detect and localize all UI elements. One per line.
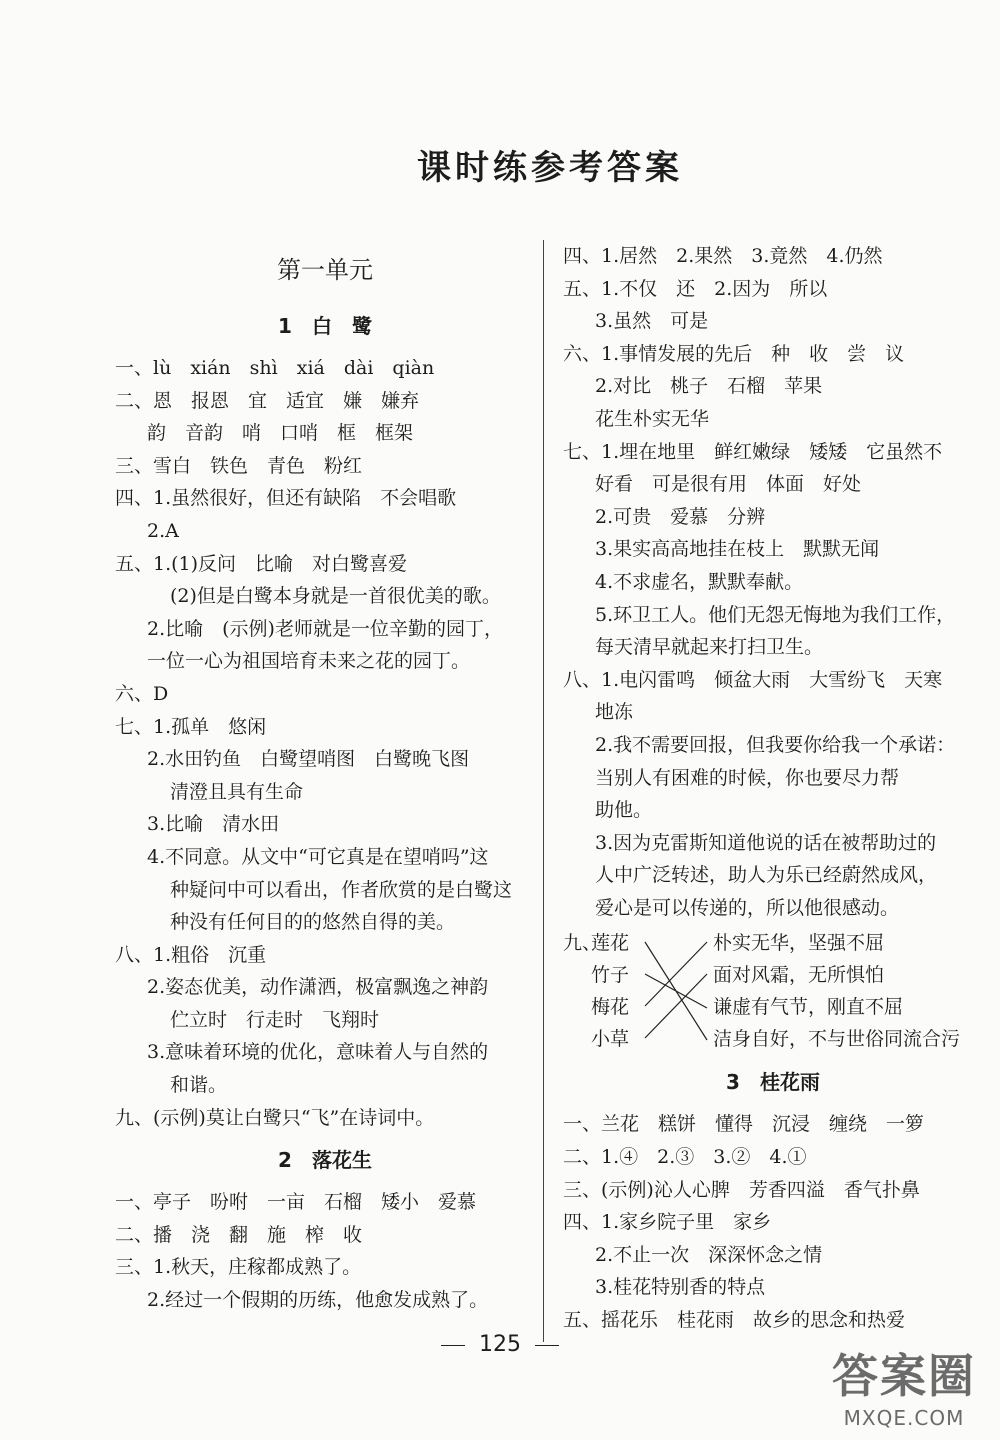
match-lines — [641, 924, 713, 1056]
answer-line: 九、(示例)莫让白鹭只“飞”在诗词中。 — [115, 1106, 435, 1129]
answer-line: 八、1.粗俗 沉重 — [115, 943, 267, 966]
answer-line: 每天清早就起来打扫卫生。 — [595, 636, 824, 659]
match-prefix: 九、 — [563, 932, 602, 955]
answer-line: 3.桂花特别香的特点 — [595, 1276, 766, 1299]
answer-line: 地冻 — [595, 701, 634, 724]
answer-line: 七、1.孤单 悠闲 — [115, 715, 267, 738]
answer-line: 韵 音韵 哨 口哨 框 框架 — [147, 422, 414, 445]
answer-line: 三、雪白 铁色 青色 粉红 — [115, 454, 363, 477]
answer-line: 一、亭子 吩咐 一亩 石榴 矮小 爱慕 — [115, 1191, 477, 1214]
answer-line: 三、(示例)沁人心脾 芳香四溢 香气扑鼻 — [563, 1178, 920, 1201]
answer-line: 一、lù xián shì xiá dài qiàn — [115, 357, 435, 379]
lesson-3-heading: 3 桂花雨 — [726, 1070, 820, 1095]
answer-line: 2.对比 桃子 石榴 苹果 — [595, 375, 823, 398]
answer-line: 五、1.(1)反问 比喻 对白鹭喜爱 — [115, 552, 408, 575]
match-right-item: 谦虚有气节，刚直不屈 — [713, 996, 904, 1019]
answer-line: 3.意味着环境的优化，意味着人与自然的 — [147, 1041, 489, 1064]
match-left-item: 竹子 — [591, 964, 630, 987]
answer-line: 3.比喻 清水田 — [147, 813, 280, 836]
answer-line: 当别人有困难的时候，你也要尽力帮 — [595, 766, 900, 789]
answer-line: 一、兰花 糕饼 懂得 沉浸 缠绕 一箩 — [563, 1113, 925, 1136]
answer-line: 好看 可是很有用 体面 好处 — [595, 473, 862, 496]
answer-line: 人中广泛转述，助人为乐已经蔚然成风， — [595, 864, 938, 887]
answer-line: 助他。 — [595, 799, 653, 822]
answer-line: 5.环卫工人。他们无怨无悔地为我们工作， — [595, 603, 956, 626]
answer-line: 2.可贵 爱慕 分辨 — [595, 505, 766, 528]
page-number-dash — [441, 1345, 465, 1346]
column-divider — [543, 240, 544, 1342]
lesson-1-heading: 1 白 鹭 — [278, 314, 372, 338]
right-column — [563, 240, 983, 1337]
unit-heading: 第一单元 — [277, 256, 373, 284]
answer-line: 二、恩 报恩 宜 适宜 嫌 嫌弃 — [115, 389, 420, 412]
watermark — [832, 1340, 976, 1430]
page-title: 课时练参考答案 — [417, 148, 683, 188]
match-right-item: 洁身自好，不与世俗同流合污 — [713, 1028, 961, 1051]
answer-line: 3.虽然 可是 — [595, 310, 709, 333]
answer-line: 四、1.居然 2.果然 3.竟然 4.仍然 — [563, 245, 883, 267]
answer-line: 2.不止一次 深深怀念之情 — [595, 1243, 823, 1266]
answer-line: 四、1.家乡院子里 家乡 — [563, 1211, 772, 1234]
answer-line: 三、1.秋天，庄稼都成熟了。 — [115, 1256, 362, 1279]
match-left-item: 小草 — [591, 1028, 630, 1051]
answer-line: 清澄且具有生命 — [170, 780, 304, 803]
answer-line: 4.不求虚名，默默奉献。 — [595, 570, 804, 593]
left-column — [115, 240, 535, 1317]
page-number-dash — [535, 1345, 559, 1346]
answer-line: 种疑问中可以看出，作者欣赏的是白鹭这 — [170, 878, 513, 901]
answer-line: 2.A — [147, 519, 179, 542]
answer-line: 五、摇花乐 桂花雨 故乡的思念和热爱 — [563, 1309, 906, 1332]
answer-line: (2)但是白鹭本身就是一首很优美的歌。 — [170, 585, 501, 608]
answer-line: 四、1.虽然很好，但还有缺陷 不会唱歌 — [115, 487, 457, 510]
answer-line: 花生朴实无华 — [595, 407, 710, 430]
answer-line: 爱心是可以传递的，所以他很感动。 — [595, 896, 900, 919]
answer-line: 七、1.埋在地里 鲜红嫩绿 矮矮 它虽然不 — [563, 440, 943, 463]
match-left-item: 莲花 — [591, 932, 630, 955]
match-line — [645, 942, 707, 1006]
answer-line: 2.比喻 (示例)老师就是一位辛勤的园丁， — [147, 617, 503, 640]
answer-line: 2.我不需要回报，但我要你给我一个承诺： — [595, 733, 956, 756]
answer-line: 2.姿态优美，动作潇洒，极富飘逸之神韵 — [147, 976, 489, 999]
answer-line: 六、1.事情发展的先后 种 收 尝 议 — [563, 342, 905, 365]
answer-line: 一位一心为祖国培育未来之花的园丁。 — [147, 650, 471, 673]
watermark-logo-text: 答案圈 — [832, 1349, 976, 1403]
match-right-item: 面对风霜，无所惧怕 — [713, 964, 885, 987]
answer-line: 五、1.不仅 还 2.因为 所以 — [563, 277, 828, 300]
answer-line: 伫立时 行走时 飞翔时 — [170, 1008, 380, 1031]
answer-line: 2.经过一个假期的历练，他愈发成熟了。 — [147, 1289, 489, 1312]
answer-line: 4.不同意。从文中“可它真是在望哨吗”这 — [147, 845, 489, 868]
match-right-item: 朴实无华，坚强不屈 — [713, 932, 885, 955]
answer-line: 二、播 浇 翻 施 榨 收 — [115, 1223, 363, 1246]
answer-line: 3.因为克雷斯知道他说的话在被帮助过的 — [595, 831, 937, 854]
lesson-2-heading: 2 落花生 — [278, 1148, 372, 1173]
match-line — [645, 974, 707, 1038]
answer-line: 种没有任何目的的悠然自得的美。 — [170, 911, 456, 934]
match-line — [645, 974, 707, 1008]
page-number-value: 125 — [479, 1332, 521, 1357]
matching-exercise — [563, 924, 983, 1056]
answer-line: 和谐。 — [170, 1074, 228, 1097]
answer-line: 2.水田钓鱼 白鹭望哨图 白鹭晚飞图 — [147, 748, 470, 771]
answer-line: 二、1.④ 2.③ 3.② 4.① — [563, 1146, 807, 1169]
answer-line: 六、D — [115, 682, 169, 705]
watermark-url: MXQE.COM — [843, 1406, 965, 1430]
answer-line: 3.果实高高地挂在枝上 默默无闻 — [595, 538, 880, 561]
match-left-item: 梅花 — [591, 996, 630, 1019]
answer-line: 八、1.电闪雷鸣 倾盆大雨 大雪纷飞 天寒 — [563, 668, 943, 691]
